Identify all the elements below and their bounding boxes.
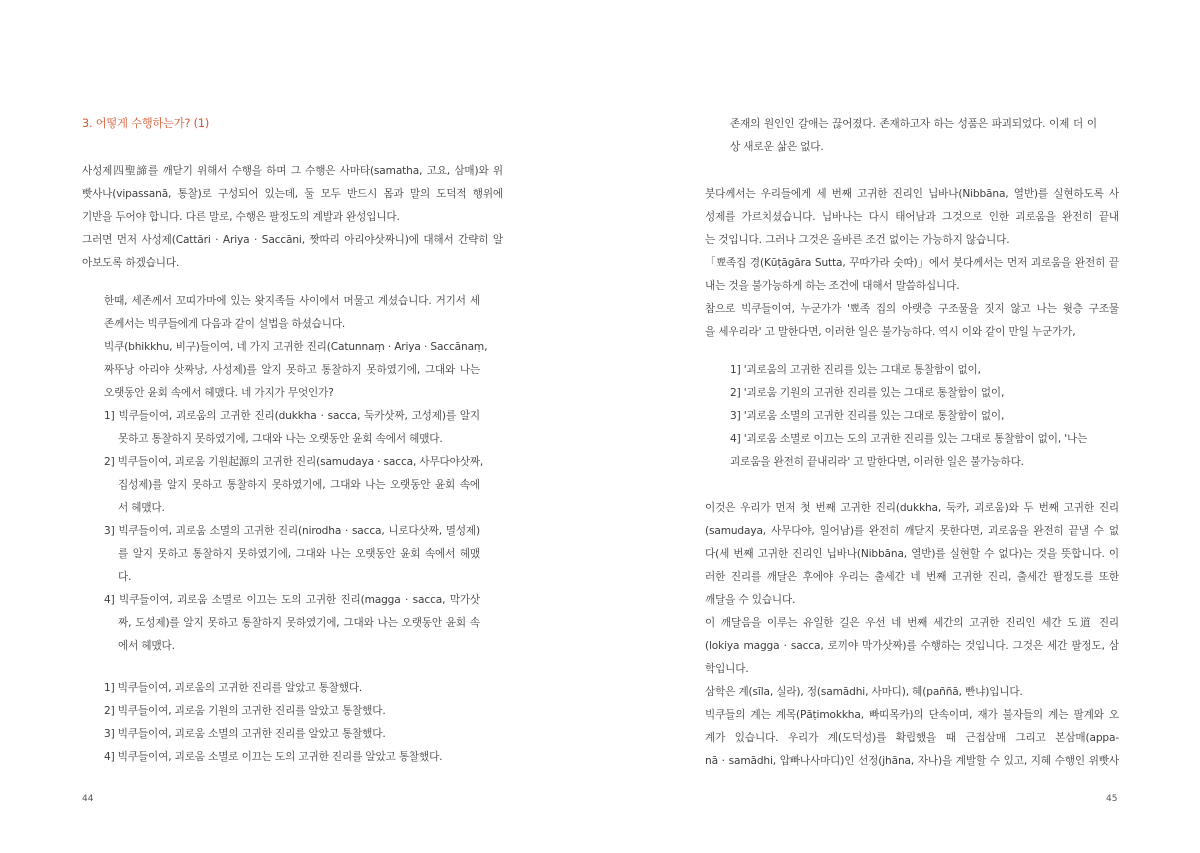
body-line: 을 세우리라' 고 말한다면, 이러한 일은 불가능하다. 역시 이와 같이 만일 누군가가, — [705, 326, 1076, 338]
condition-line: 1] '괴로움의 고귀한 진리를 있는 그대로 통찰함이 없이, — [730, 364, 981, 376]
body-line: 「뾰족집 경(Kūṭāgāra Sutta, 꾸따가라 숫따)」에서 붓다께서는 먼저 괴로움을 완전히 끝 — [705, 257, 1119, 269]
body-line: 러한 진리를 깨달은 후에야 우리는 출세간 네 번째 고귀한 진리, 출세간 팔정도를 또한 — [705, 571, 1119, 583]
body-line: 삼학은 계(sīla, 실라), 정(samādhi, 사마디), 혜(paññā, 빤냐)입니다. — [705, 686, 1023, 698]
body-line: 성제를 가르치셨습니다. 닙바나는 다시 태어남과 그것으로 인한 괴로움을 완전히 끝내 — [705, 211, 1119, 223]
body-line: 빅쿠들의 계는 계목(Pāṭimokkha, 빠띠목카)의 단속이며, 재가 불자들의 계는 팔계와 오 — [705, 709, 1119, 721]
intro-line: 기반을 두어야 합니다. 다른 말로, 수행은 팔정도의 계발과 완성입니다. — [82, 211, 400, 223]
section-heading: 3. 어떻게 수행하는가? (1) — [82, 117, 210, 130]
body-line: 는 것입니다. 그러나 그것은 올바른 조건 없이는 가능하지 않습니다. — [705, 234, 1010, 246]
body-line: (samudaya, 사무다야, 일어남)를 완전히 깨닫지 못한다면, 괴로움을 완전히 끝낼 수 없 — [705, 525, 1119, 537]
quote-line: 존께서는 빅쿠들에게 다음과 같이 설법을 하셨습니다. — [104, 318, 346, 330]
body-line: 이것은 우리가 먼저 첫 번째 고귀한 진리(dukkha, 둑카, 괴로움)와 두 번째 고귀한 진리 — [705, 502, 1119, 514]
quote-item-line: 못하고 통찰하지 못하였기에, 그대와 나는 오랫동안 윤회 속에서 헤맸다. — [118, 433, 443, 445]
body-line: 이 깨달음을 이루는 유일한 길은 우선 네 번째 세간의 고귀한 진리인 세간 도道 진리 — [705, 617, 1119, 629]
body-line: (lokiya magga · sacca, 로끼야 막가삿짜)를 수행하는 것입니다. 그것은 세간 팔정도, 삼 — [705, 640, 1119, 652]
body-line: 계가 있습니다. 우리가 계(도덕성)를 확립했을 때 근접삼매 그리고 본삼매(appa- — [705, 732, 1119, 744]
page-number-right: 45 — [1106, 794, 1118, 804]
intro-line: 빳사나(vipassanā, 통찰)로 구성되어 있는데, 둘 모두 반드시 몸과 말의 도덕적 행위에 — [82, 188, 503, 200]
quote-item-line: 짜, 도성제)를 알지 못하고 통찰하지 못하였기에, 그대와 나는 오랫동안 윤회 속 — [118, 617, 480, 629]
quote-item-line: 를 알지 못하고 통찰하지 못하였기에, 그대와 나는 오랫동안 윤회 속에서 헤맸 — [118, 548, 480, 560]
quote-item-line: 3] 빅쿠들이여, 괴로움 소멸의 고귀한 진리(nirodha · sacca, 니로다삿짜, 멸성제) — [104, 525, 480, 537]
quote-item-line: 에서 헤맸다. — [118, 640, 175, 652]
condition-line: 2] '괴로움 기원의 고귀한 진리를 있는 그대로 통찰함이 없이, — [730, 387, 1005, 399]
quote-item-line: 다. — [118, 571, 132, 583]
quote-line: 한때, 세존께서 꼬띠가마에 있는 왓지족들 사이에서 머물고 계셨습니다. 거기서 세 — [104, 295, 480, 307]
quote-line: 오랫동안 윤회 속에서 헤맸다. 네 가지가 무엇인가? — [104, 387, 334, 399]
body-line: nā · samādhi, 압빠나사마디)인 선정(jhāna, 자나)을 계발할 수 있고, 지혜 수행인 위빳사 — [705, 755, 1119, 767]
condition-line: 괴로움을 완전히 끝내리라' 고 말한다면, 이러한 일은 불가능하다. — [730, 456, 1024, 468]
right-page — [600, 0, 1200, 853]
continuation-line: 존재의 원인인 갈애는 끊어졌다. 존재하고자 하는 성품은 파괴되었다. 이제 더 이 — [730, 118, 1097, 130]
body-line: 붓다께서는 우리들에게 세 번째 고귀한 진리인 닙바나(Nibbāna, 열반)를 실현하도록 사 — [705, 188, 1119, 200]
realized-item: 2] 빅쿠들이여, 괴로움 기원의 고귀한 진리를 알았고 통찰했다. — [104, 705, 386, 717]
body-line: 깨달을 수 있습니다. — [705, 594, 796, 606]
quote-item-line: 2] 빅쿠들이여, 괴로움 기원起源의 고귀한 진리(samudaya · sacca, 사무다야삿짜, — [104, 456, 484, 468]
intro-line: 사성제四聖諦를 깨닫기 위해서 수행을 하며 그 수행은 사마타(samatha, 고요, 삼매)와 위 — [82, 165, 503, 177]
body-line: 다(세 번째 고귀한 진리인 닙바나(Nibbāna, 열반)를 실현할 수 없다)는 것을 뜻합니다. 이 — [705, 548, 1119, 560]
condition-line: 3] '괴로움 소멸의 고귀한 진리를 있는 그대로 통찰함이 없이, — [730, 410, 1005, 422]
body-line: 학입니다. — [705, 663, 749, 675]
page-number-left: 44 — [82, 794, 94, 804]
quote-item-line: 4] 빅쿠들이여, 괴로움 소멸로 이끄는 도의 고귀한 진리(magga · sacca, 막가삿 — [104, 594, 480, 606]
quote-item-line: 서 헤맸다. — [118, 502, 165, 514]
quote-line: 짜뚜낭 아리야 삿짜낭, 사성제)를 알지 못하고 통찰하지 못하였기에, 그대와 나는 — [104, 364, 480, 376]
realized-item: 3] 빅쿠들이여, 괴로움 소멸의 고귀한 진리를 알았고 통찰했다. — [104, 728, 386, 740]
condition-line: 4] '괴로움 소멸로 이끄는 도의 고귀한 진리를 있는 그대로 통찰함이 없이, '나는 — [730, 433, 1088, 445]
body-line: 내는 것을 불가능하게 하는 조건에 대해서 말씀하십니다. — [705, 280, 960, 292]
quote-item-line: 집성제)를 알지 못하고 통찰하지 못하였기에, 그대와 나는 오랫동안 윤회 속에 — [118, 479, 480, 491]
intro-line: 그러면 먼저 사성제(Cattāri · Ariya · Saccāni, 짯따리 아리야삿짜니)에 대해서 간략히 알 — [82, 234, 503, 246]
quote-line: 빅쿠(bhikkhu, 비구)들이여, 네 가지 고귀한 진리(Catunnaṃ · Ariya · Saccānaṃ, — [104, 341, 488, 353]
quote-item-line: 1] 빅쿠들이여, 괴로움의 고귀한 진리(dukkha · sacca, 둑카삿짜, 고성제)를 알지 — [104, 410, 480, 422]
body-line: 참으로 빅쿠들이여, 누군가가 '뾰족 집의 아랫층 구조물을 짓지 않고 나는 윗층 구조물 — [705, 303, 1119, 315]
continuation-line: 상 새로운 삶은 없다. — [730, 141, 824, 153]
realized-item: 4] 빅쿠들이여, 괴로움 소멸로 이끄는 도의 고귀한 진리를 알았고 통찰했다. — [104, 751, 443, 763]
realized-item: 1] 빅쿠들이여, 괴로움의 고귀한 진리를 알았고 통찰했다. — [104, 682, 363, 694]
intro-line: 아보도록 하겠습니다. — [82, 257, 180, 269]
